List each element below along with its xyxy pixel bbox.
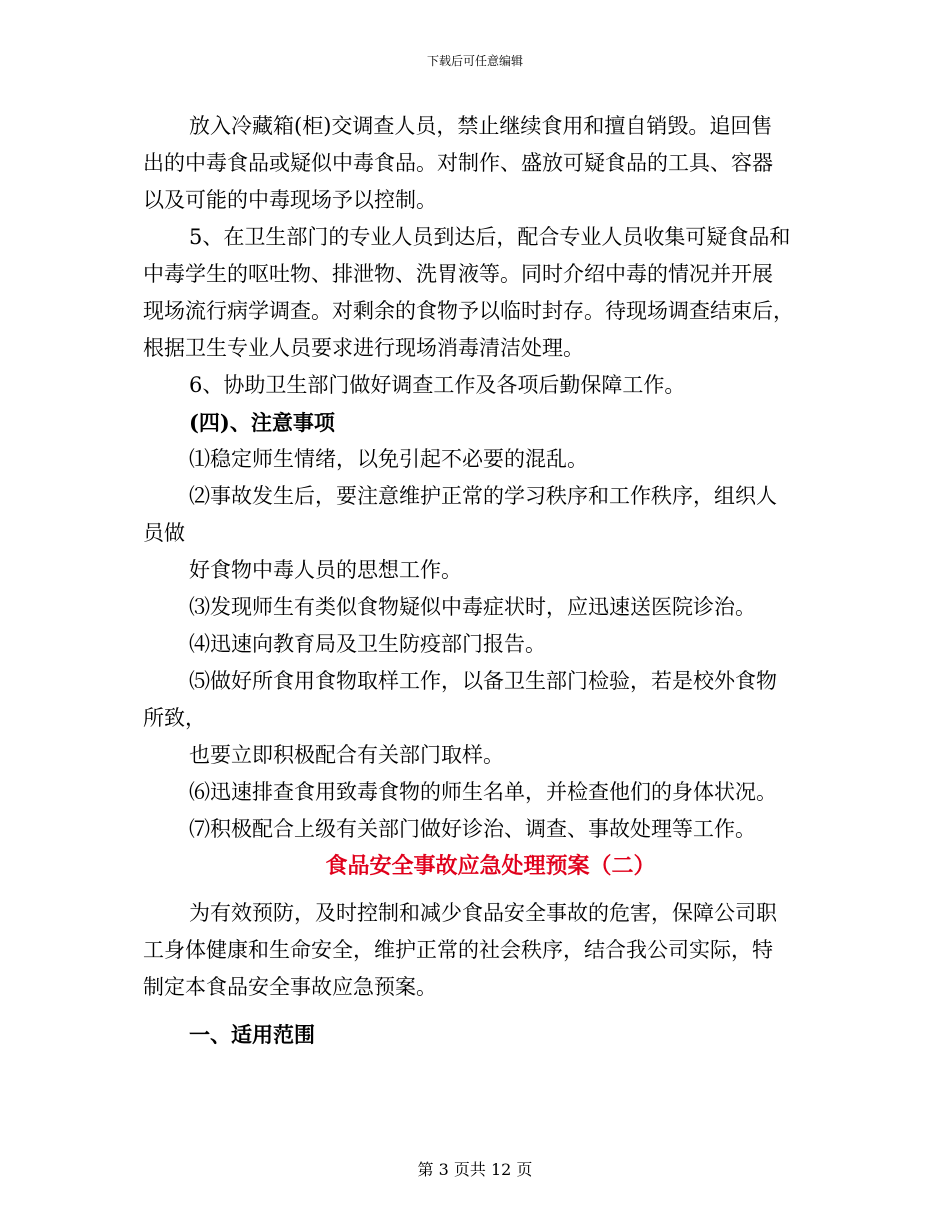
body-line: 5、在卫生部门的专业人员到达后，配合专业人员收集可疑食品和: [189, 225, 791, 249]
body-line: 放入冷藏箱(柜)交调查人员，禁止继续食用和擅自销毁。追回售: [189, 114, 773, 138]
body-line: 员做: [143, 521, 185, 545]
body-line: 制定本食品安全事故应急预案。: [143, 975, 437, 999]
list-item: ⑷迅速向教育局及卫生防疫部门报告。: [189, 632, 546, 656]
body-line: 以及可能的中毒现场予以控制。: [143, 188, 437, 212]
list-item: ⑸做好所食用食物取样工作，以备卫生部门检验，若是校外食物: [189, 669, 777, 693]
body-line: 也要立即积极配合有关部门取样。: [189, 743, 504, 767]
body-line: 工身体健康和生命安全，维护正常的社会秩序，结合我公司实际，特: [143, 938, 773, 962]
body-line: 好食物中毒人员的思想工作。: [189, 558, 462, 582]
body-line: 6、协助卫生部门做好调查工作及各项后勤保障工作。: [189, 373, 686, 397]
page-footer: 第 3 页共 12 页: [417, 1160, 533, 1179]
body-line: 现场流行病学调查。对剩余的食物予以临时封存。待现场调查结束后，: [143, 299, 794, 323]
body-line: 为有效预防，及时控制和减少食品安全事故的危害，保障公司职: [189, 901, 777, 925]
list-item: ⑺积极配合上级有关部门做好诊治、调查、事故处理等工作。: [189, 817, 756, 841]
list-item: ⑵事故发生后，要注意维护正常的学习秩序和工作秩序，组织人: [189, 484, 777, 508]
page-header: 下载后可任意编辑: [426, 54, 523, 68]
body-line: 出的中毒食品或疑似中毒食品。对制作、盛放可疑食品的工具、容器: [143, 151, 773, 175]
document-body: [143, 108, 808, 1053]
list-item: ⑴稳定师生情绪，以免引起不必要的混乱。: [189, 447, 588, 471]
body-line: 中毒学生的呕吐物、排泄物、洗胃液等。同时介绍中毒的情况并开展: [143, 262, 773, 286]
body-line: 所致，: [143, 706, 206, 730]
list-item: ⑶发现师生有类似食物疑似中毒症状时，应迅速送医院诊治。: [189, 595, 756, 619]
section-title: 食品安全事故应急处理预案（二）: [325, 853, 656, 879]
section-heading: (四)、注意事项: [189, 410, 335, 435]
list-item: ⑹迅速排查食用致毒食物的师生名单，并检查他们的身体状况。: [189, 780, 777, 804]
body-line: 根据卫生专业人员要求进行现场消毒清洁处理。: [143, 336, 584, 360]
section-heading: 一、适用范围: [189, 1022, 315, 1047]
